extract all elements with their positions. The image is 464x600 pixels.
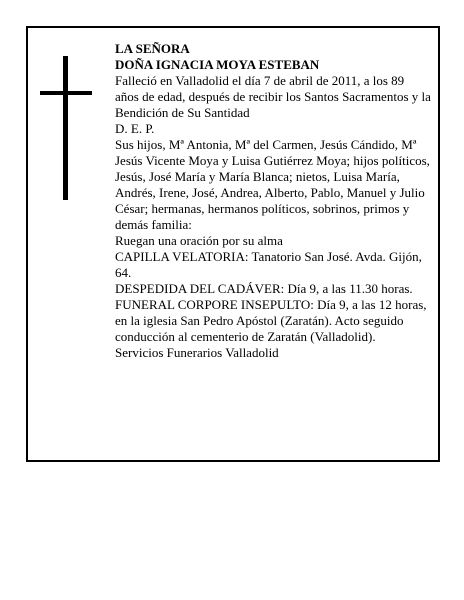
farewell-info: DESPEDIDA DEL CADÁVER: Día 9, a las 11.30 horas. (115, 281, 413, 296)
latin-cross-icon (40, 56, 92, 200)
cross-horizontal-bar (40, 91, 92, 95)
funeral-info: FUNERAL CORPORE INSEPULTO: Día 9, a las 12 horas, en la iglesia San Pedro Apóstol (Zaratán). Acto seguido conducción al cementerio de Zaratán (Valladolid). (115, 297, 427, 344)
cross-vertical-bar (63, 56, 68, 200)
chapel-info: CAPILLA VELATORIA: Tanatorio San José. Avda. Gijón, 64. (115, 249, 422, 280)
funeral-services: Servicios Funerarios Valladolid (115, 345, 279, 360)
death-info: Falleció en Valladolid el día 7 de abril de 2011, a los 89 años de edad, después de recibir los Santos Sacramentos y la Bendición de Su Santidad (115, 73, 431, 120)
obituary-notice (26, 26, 440, 462)
rip-line: D. E. P. (115, 121, 155, 136)
prayer-request: Ruegan una oración por su alma (115, 233, 283, 248)
notice-title-line1: LA SEÑORA (115, 41, 190, 56)
notice-body (115, 41, 431, 361)
family-list: Sus hijos, Mª Antonia, Mª del Carmen, Jesús Cándido, Mª Jesús Vicente Moya y Luisa Gutiérrez Moya; hijos políticos, Jesús, José María y María Blanca; nietos, Luisa María, Andrés, Irene, José, Andrea, Alberto, Pablo, Manuel y Julio César; hermanas, hermanos políticos, sobrinos, primos y demás familia: (115, 137, 430, 232)
deceased-name: DOÑA IGNACIA MOYA ESTEBAN (115, 57, 320, 72)
